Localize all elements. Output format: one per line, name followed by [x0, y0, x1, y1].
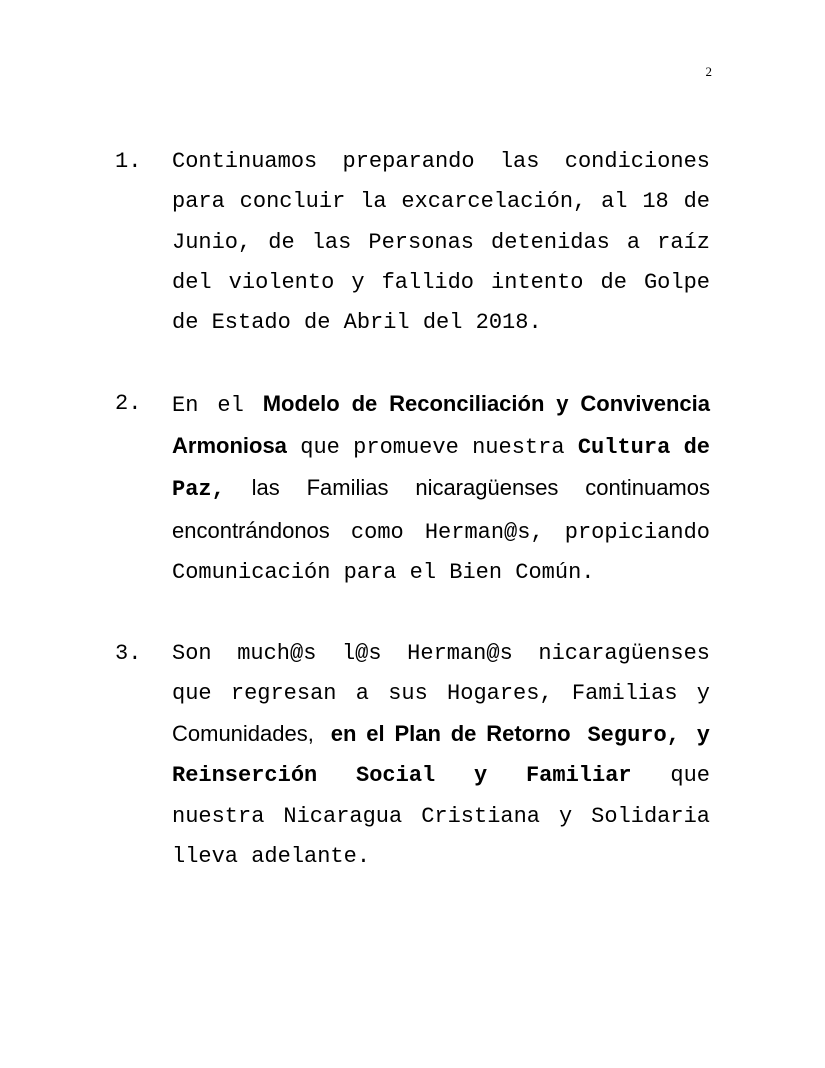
- item-number: 1.: [115, 149, 142, 174]
- numbered-list: [115, 142, 710, 918]
- paragraph-text: En el: [172, 392, 263, 418]
- list-item: [115, 634, 710, 878]
- list-item: [115, 384, 710, 593]
- paragraph-text: que promueve nuestra: [286, 435, 578, 461]
- item-paragraph: [172, 634, 710, 878]
- paragraph-text: que nuestra Nicaragua Cristiana y Solidaria lleva adelante.: [172, 763, 710, 870]
- bold-phrase-reinsercion-social: Seguro, y Reinserción Social y Familiar: [172, 723, 711, 789]
- bold-phrase-modelo-reconciliacion: Modelo de Reconciliación y Convivencia Armoniosa: [172, 390, 710, 459]
- paragraph-text: [314, 723, 331, 748]
- item-number: 2.: [115, 390, 142, 416]
- bold-phrase-plan-de-retorno: en el Plan de Retorno: [330, 721, 571, 747]
- list-item: [115, 142, 710, 343]
- bold-phrase-cultura-de-paz: Cultura de Paz,: [172, 435, 710, 503]
- item-paragraph: [172, 142, 710, 343]
- paragraph-text: Continuamos preparando las condiciones para concluir la excarcelación, al 18 de Junio, de las Personas detenidas a raíz del violento y fallido intento de Golpe de Estado de Abril del 2018.: [172, 149, 710, 336]
- paragraph-text: Son much@s l@s Herman@s nicaragüenses que regresan a sus Hogares, Familias y: [172, 640, 710, 706]
- paragraph-text: como Herman@s, propiciando Comunicación para el Bien Común.: [172, 519, 710, 585]
- item-number: 3.: [115, 640, 142, 666]
- page-number: 2: [705, 64, 712, 79]
- paragraph-text: Comunidades,: [172, 721, 314, 747]
- paragraph-text: [571, 723, 588, 748]
- item-paragraph: [172, 384, 710, 593]
- paragraph-text: las Familias nicaragüenses continuamos encontrándonos: [172, 475, 710, 543]
